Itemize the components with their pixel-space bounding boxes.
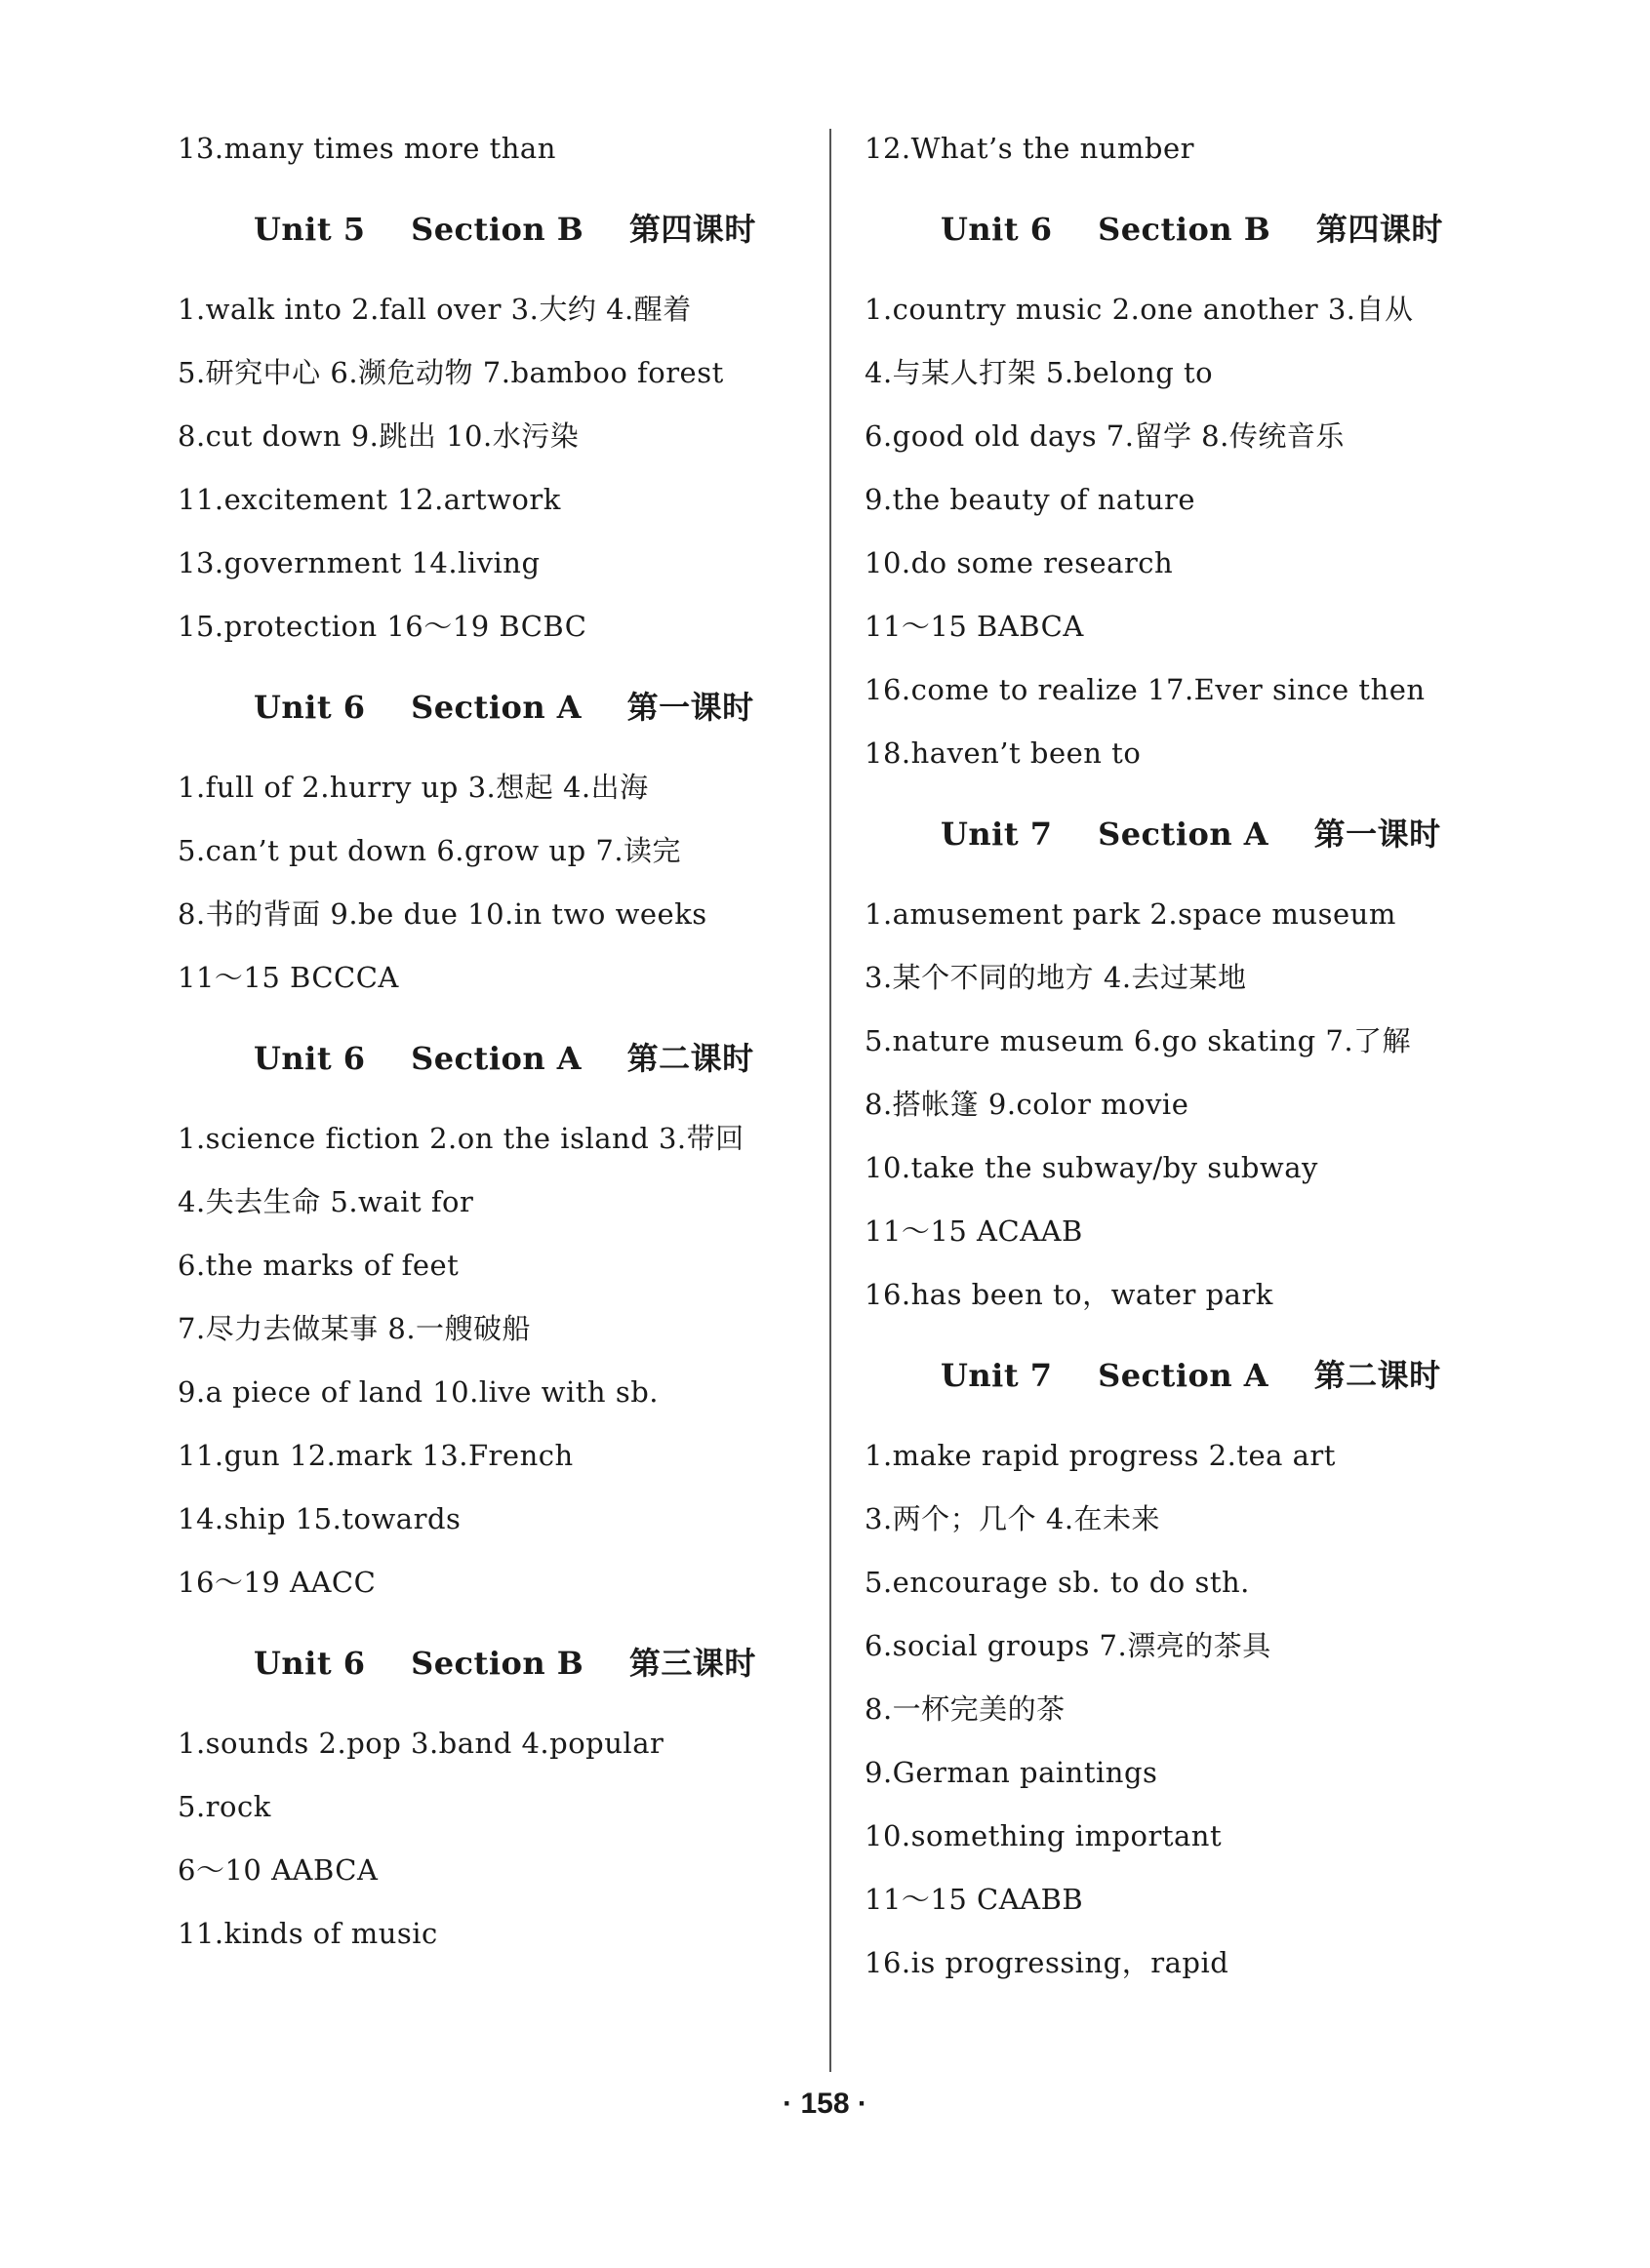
answer-line: 9.German paintings (865, 1756, 1158, 1789)
answer-line: 11.excitement 12.artwork (178, 483, 561, 516)
answer-line: 9.the beauty of nature (865, 483, 1196, 516)
answer-line: 5.can’t put down 6.grow up 7.读完 (178, 834, 682, 867)
answer-line: 16.come to realize 17.Ever since then (865, 673, 1426, 706)
section-heading: Unit 7 Section A 第一课时 (941, 816, 1441, 853)
answer-line: 5.研究中心 6.濒危动物 7.bamboo forest (178, 356, 724, 389)
answer-line: 18.haven’t been to (865, 736, 1142, 770)
answer-line: 6.social groups 7.漂亮的茶具 (865, 1629, 1271, 1662)
answer-line: 10.do some research (865, 546, 1174, 579)
answer-line: 1.amusement park 2.space museum (865, 897, 1396, 931)
answer-line: 4.与某人打架 5.belong to (865, 356, 1214, 389)
section-heading: Unit 6 Section A 第二课时 (254, 1040, 754, 1077)
answer-line: 8.一杯完美的茶 (865, 1692, 1066, 1726)
answer-line: 1.science fiction 2.on the island 3.带回 (178, 1122, 745, 1155)
answer-line: 1.full of 2.hurry up 3.想起 4.出海 (178, 771, 649, 804)
right-answer-column (865, 117, 1509, 1995)
section-heading: Unit 6 Section A 第一课时 (254, 689, 754, 726)
section-heading: Unit 6 Section B 第三课时 (254, 1645, 756, 1682)
left-answer-column (178, 117, 822, 1966)
answer-line: 3.某个不同的地方 4.去过某地 (865, 961, 1247, 994)
answer-line: 1.sounds 2.pop 3.band 4.popular (178, 1727, 664, 1760)
answer-line: 10.something important (865, 1819, 1223, 1852)
column-divider (829, 129, 831, 2072)
answer-line: 1.walk into 2.fall over 3.大约 4.醒着 (178, 293, 692, 326)
answer-line: 8.cut down 9.跳出 10.水污染 (178, 419, 580, 453)
page-number: · 158 · (783, 2088, 867, 2120)
answer-line: 12.What’s the number (865, 132, 1195, 165)
answer-line: 11.kinds of music (178, 1917, 438, 1950)
answer-line: 1.make rapid progress 2.tea art (865, 1439, 1336, 1472)
answer-line: 16～19 AACC (178, 1566, 377, 1599)
section-heading: Unit 5 Section B 第四课时 (254, 211, 756, 248)
answer-line: 6.good old days 7.留学 8.传统音乐 (865, 419, 1345, 453)
answer-line: 14.ship 15.towards (178, 1502, 462, 1535)
answer-line: 11～15 BCCCA (178, 961, 399, 994)
answer-line: 16.is progressing，rapid (865, 1946, 1229, 1979)
answer-line: 5.rock (178, 1790, 271, 1823)
section-heading: Unit 6 Section B 第四课时 (941, 211, 1443, 248)
answer-line: 11～15 BABCA (865, 610, 1084, 643)
answer-line: 8.搭帐篷 9.color movie (865, 1088, 1189, 1121)
answer-line: 6.the marks of feet (178, 1249, 460, 1282)
answer-line: 8.书的背面 9.be due 10.in two weeks (178, 897, 707, 931)
answer-line: 1.country music 2.one another 3.自从 (865, 293, 1414, 326)
answer-line: 3.两个；几个 4.在未来 (865, 1502, 1161, 1535)
answer-line: 16.has been to，water park (865, 1278, 1273, 1311)
answer-line: 5.nature museum 6.go skating 7.了解 (865, 1024, 1412, 1057)
answer-line: 9.a piece of land 10.live with sb. (178, 1375, 659, 1409)
answer-line: 13.many times more than (178, 132, 556, 165)
answer-line: 13.government 14.living (178, 546, 541, 579)
answer-line: 11～15 CAABB (865, 1883, 1084, 1916)
answer-line: 10.take the subway/by subway (865, 1151, 1318, 1184)
answer-line: 15.protection 16～19 BCBC (178, 610, 587, 643)
answer-line: 4.失去生命 5.wait for (178, 1185, 474, 1218)
answer-line: 6～10 AABCA (178, 1853, 379, 1887)
answer-line: 7.尽力去做某事 8.一艘破船 (178, 1312, 532, 1345)
section-heading: Unit 7 Section A 第二课时 (941, 1357, 1441, 1394)
answer-line: 11.gun 12.mark 13.French (178, 1439, 574, 1472)
answer-line: 11～15 ACAAB (865, 1214, 1083, 1248)
answer-line: 5.encourage sb. to do sth. (865, 1566, 1250, 1599)
